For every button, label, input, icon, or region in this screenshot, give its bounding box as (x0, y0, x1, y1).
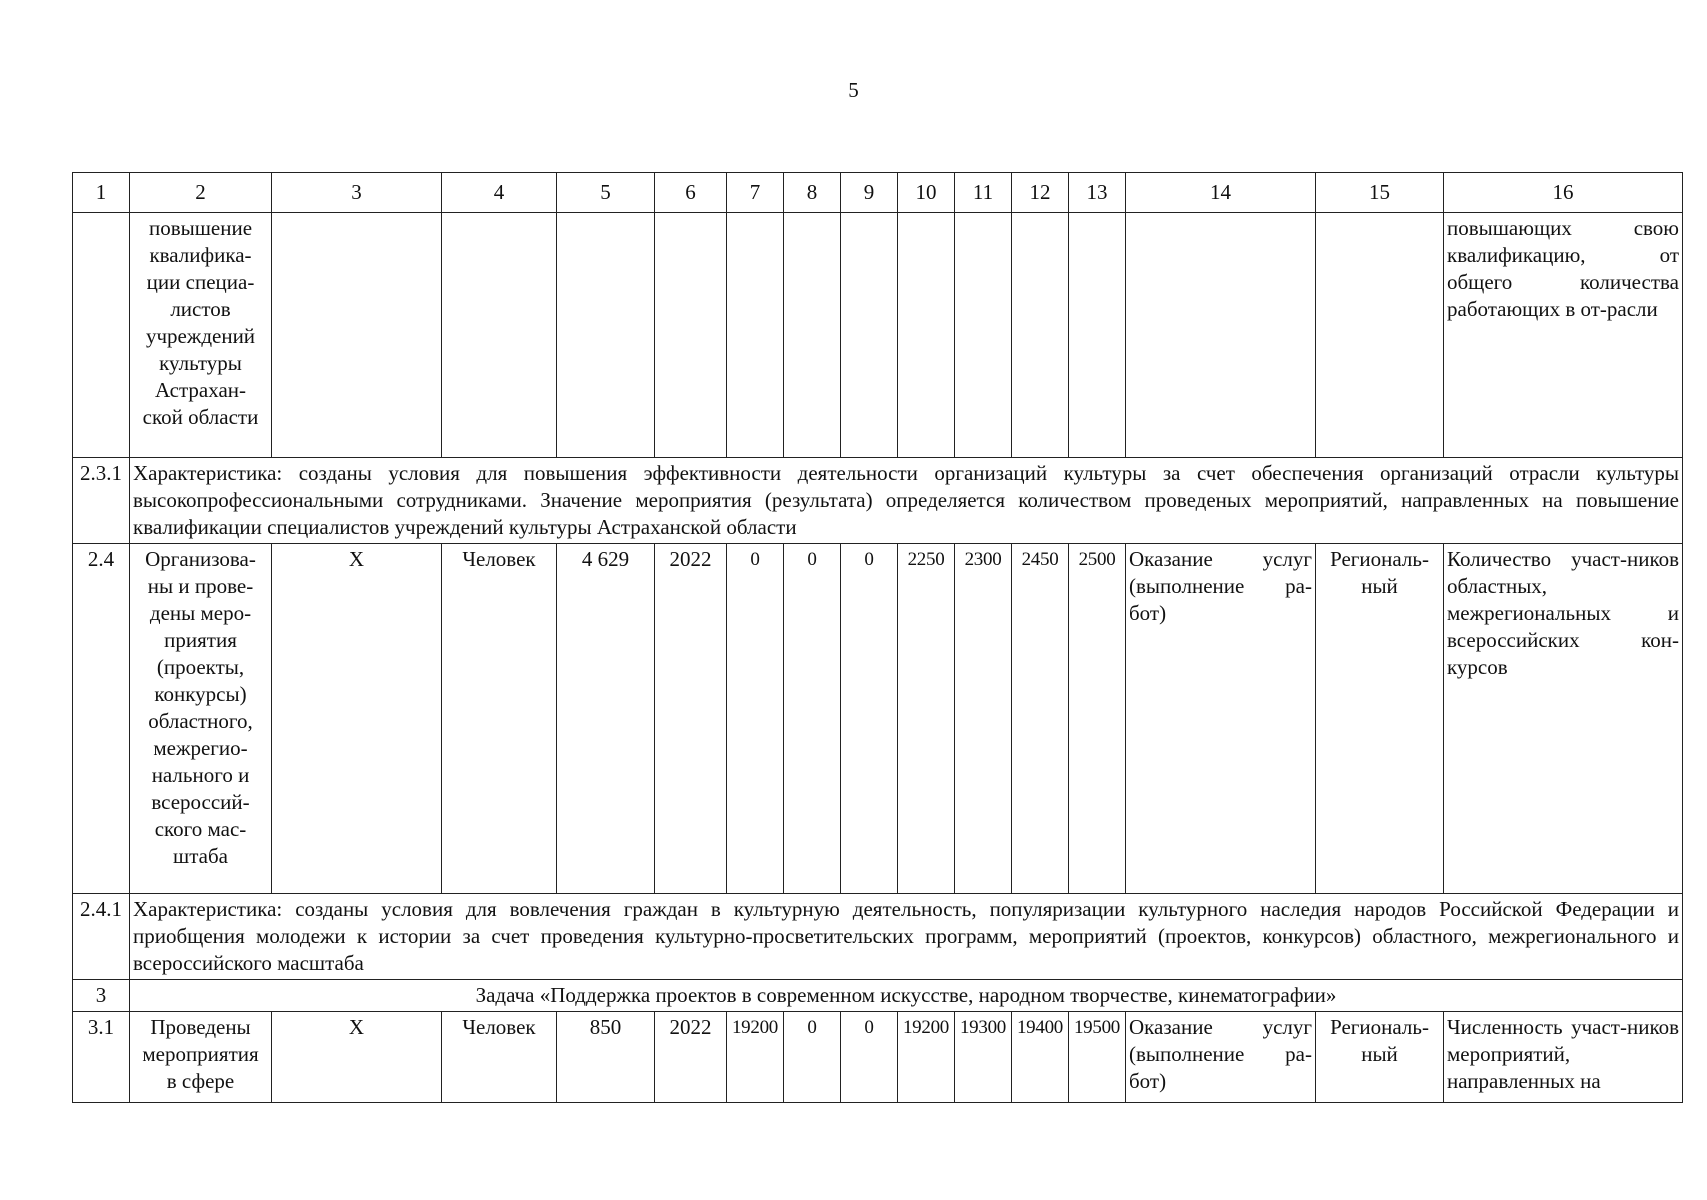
header-cell: 3 (272, 173, 442, 213)
indicator-description-cell: Количество участ-ников областных, межрегиональных и всероссийских кон-курсов (1444, 544, 1683, 894)
table-cell (1069, 213, 1126, 458)
header-cell: 15 (1316, 173, 1444, 213)
row-number-cell: 3.1 (73, 1012, 130, 1103)
table-cell (955, 213, 1012, 458)
type-cell: Оказание услуг (выполнение ра-бот) (1126, 1012, 1316, 1103)
row-number-cell: 2.3.1 (73, 458, 130, 544)
value-cell: 0 (841, 544, 898, 894)
result-name-cell: Проведены мероприятия в сфере (130, 1012, 272, 1103)
value-cell: 2450 (1012, 544, 1069, 894)
characteristic-row (73, 458, 1683, 544)
table-cell: Х (272, 1012, 442, 1103)
table-cell (1316, 213, 1444, 458)
value-cell: 19200 (898, 1012, 955, 1103)
header-row (73, 173, 1683, 213)
table-cell (73, 213, 130, 458)
value-cell: 850 (557, 1012, 655, 1103)
header-cell: 16 (1444, 173, 1683, 213)
table-cell (727, 213, 784, 458)
header-cell: 13 (1069, 173, 1126, 213)
row-number-cell: 2.4 (73, 544, 130, 894)
table-cell (784, 213, 841, 458)
value-cell: 19400 (1012, 1012, 1069, 1103)
header-cell: 2 (130, 173, 272, 213)
table-cell (272, 213, 442, 458)
header-cell: 10 (898, 173, 955, 213)
level-cell: Региональ- ный (1316, 1012, 1444, 1103)
table-cell (1126, 213, 1316, 458)
table-cell (898, 213, 955, 458)
value-cell: 0 (784, 1012, 841, 1103)
unit-cell: Человек (442, 544, 557, 894)
header-cell: 12 (1012, 173, 1069, 213)
result-name-cell: Организова- ны и прове- дены меро- приятия (проекты, конкурсы) областного, межрегио- нального и всероссий- ского мас- штаба (130, 544, 272, 894)
table-cell: Х (272, 544, 442, 894)
result-name-cell: повышение квалифика- ции специа- листов учреждений культуры Астрахан- ской области (130, 213, 272, 458)
header-cell: 5 (557, 173, 655, 213)
value-cell: 19500 (1069, 1012, 1126, 1103)
header-cell: 8 (784, 173, 841, 213)
value-cell: 4 629 (557, 544, 655, 894)
value-cell: 0 (784, 544, 841, 894)
year-cell: 2022 (655, 544, 727, 894)
table-row (73, 1012, 1683, 1103)
header-cell: 9 (841, 173, 898, 213)
type-cell: Оказание услуг (выполнение ра-бот) (1126, 544, 1316, 894)
indicators-table (72, 172, 1683, 1103)
row-number-cell: 2.4.1 (73, 894, 130, 980)
value-cell: 2300 (955, 544, 1012, 894)
characteristic-row (73, 894, 1683, 980)
characteristic-text: Характеристика: созданы условия для повышения эффективности деятельности организаций культуры за счет обеспечения организаций отрасли культуры высокопрофессиональными сотрудниками. Значение мероприятия (результата) определяется количеством проведеных мероприятий, направленных на повышение квалификации специалистов учреждений культуры Астраханской области (130, 458, 1683, 544)
value-cell: 0 (727, 544, 784, 894)
header-cell: 6 (655, 173, 727, 213)
page-number: 5 (848, 78, 859, 102)
header-cell: 11 (955, 173, 1012, 213)
table-cell (557, 213, 655, 458)
value-cell: 2250 (898, 544, 955, 894)
value-cell: 19200 (727, 1012, 784, 1103)
task-title: Задача «Поддержка проектов в современном искусстве, народном творчестве, кинематографии» (130, 980, 1683, 1012)
table-cell (841, 213, 898, 458)
task-row (73, 980, 1683, 1012)
header-cell: 14 (1126, 173, 1316, 213)
characteristic-text: Характеристика: созданы условия для вовлечения граждан в культурную деятельность, популяризации культурного наследия народов Российской Федерации и приобщения молодежи к истории за счет проведения культурно-просветительских программ, мероприятий (проектов, конкурсов) областного, межрегионального и всероссийского масштаба (130, 894, 1683, 980)
year-cell: 2022 (655, 1012, 727, 1103)
table-cell (655, 213, 727, 458)
table-row (73, 544, 1683, 894)
header-cell: 7 (727, 173, 784, 213)
value-cell: 19300 (955, 1012, 1012, 1103)
header-cell: 4 (442, 173, 557, 213)
table-cell (1012, 213, 1069, 458)
unit-cell: Человек (442, 1012, 557, 1103)
value-cell: 0 (841, 1012, 898, 1103)
value-cell: 2500 (1069, 544, 1126, 894)
row-number-cell: 3 (73, 980, 130, 1012)
table-row (73, 213, 1683, 458)
indicator-description-cell: Численность участ-ников мероприятий, направленных на (1444, 1012, 1683, 1103)
header-cell: 1 (73, 173, 130, 213)
table-cell (442, 213, 557, 458)
level-cell: Региональ- ный (1316, 544, 1444, 894)
indicator-description-cell: повышающих свою квалификацию, от общего количества работающих в от-расли (1444, 213, 1683, 458)
